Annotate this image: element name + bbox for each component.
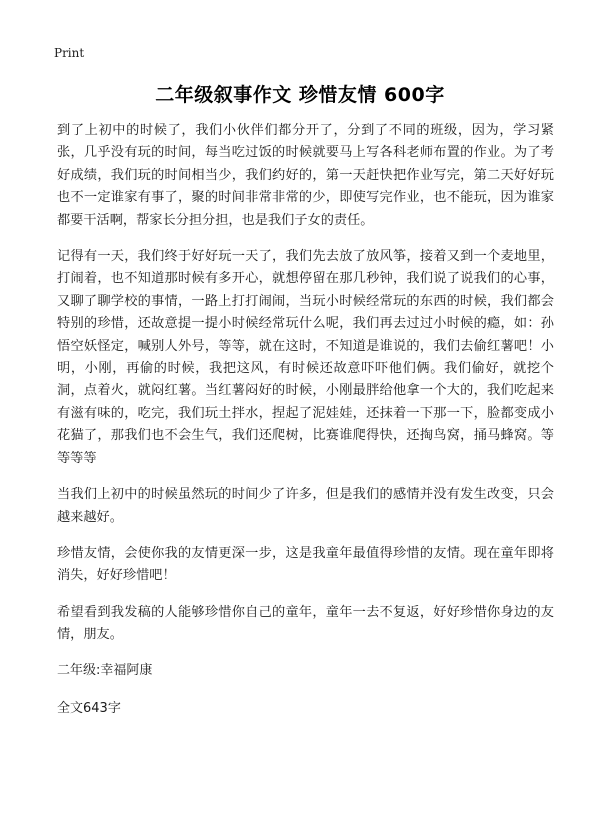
article-body <box>57 120 554 737</box>
word-count: 全文643字 <box>57 700 121 716</box>
paragraph-5: 希望看到我发稿的人能够珍惜你自己的童年，童年一去不复返，好好珍惜你身边的友情，朋友。 <box>57 604 554 643</box>
author-line: 二年级:幸福阿康 <box>57 662 153 678</box>
paragraph-2: 记得有一天，我们终于好好玩一天了，我们先去放了放风筝，接着又到一个麦地里，打闹着，也不知道那时候有多开心，就想停留在那几秒钟，我们说了说我们的心事，又聊了聊学校的事情，一路上打打闹闹，当玩小时候经常玩的东西的时候，我们都会特别的珍惜，还故意提一提小时候经常玩什么呢，我们再去过过小时候的瘾，如：孙悟空妖怪定，喊别人外号，等等，就在这时，不知道是谁说的，我们去偷红薯吧！小明，小刚，再偷的时候，我把这风，有时候还故意吓吓他们俩。我们偷好，就挖个洞，点着火，就闷红薯。当红薯闷好的时候，小刚最胖给他拿一个大的，我们吃起来有滋有味的，吃完，我们玩土拌水，捏起了泥娃娃，还抹着一下那一下，脸都变成小花猫了，那我们也不会生气，我们还爬树，比赛谁爬得快，还掏鸟窝，捅马蜂窝。等等等等 <box>57 249 554 466</box>
paragraph-3: 当我们上初中的时候虽然玩的时间少了许多，但是我们的感情并没有发生改变，只会越来越好。 <box>57 487 554 525</box>
article-title: 二年级叙事作文 珍惜友情 600字 <box>155 84 445 106</box>
print-link[interactable]: Print <box>54 46 85 60</box>
paragraph-1: 到了上初中的时候了，我们小伙伴们都分开了，分到了不同的班级，因为，学习紧张，几乎没有玩的时间，每当吃过饭的时候就要马上写各科老师布置的作业。为了考好成绩，我们玩的时间相当少，我们约好的，第一天赶快把作业写完，第二天好好玩也不一定谁家有事了，聚的时间非常非常的少，即使写完作业，也不能玩，因为谁家都要干活啊，帮家长分担分担，也是我们子女的责任。 <box>57 123 554 228</box>
paragraph-4: 珍惜友情，会使你我的友情更深一步，这是我童年最值得珍惜的友情。现在童年即将消失，好好珍惜吧！ <box>57 545 554 584</box>
